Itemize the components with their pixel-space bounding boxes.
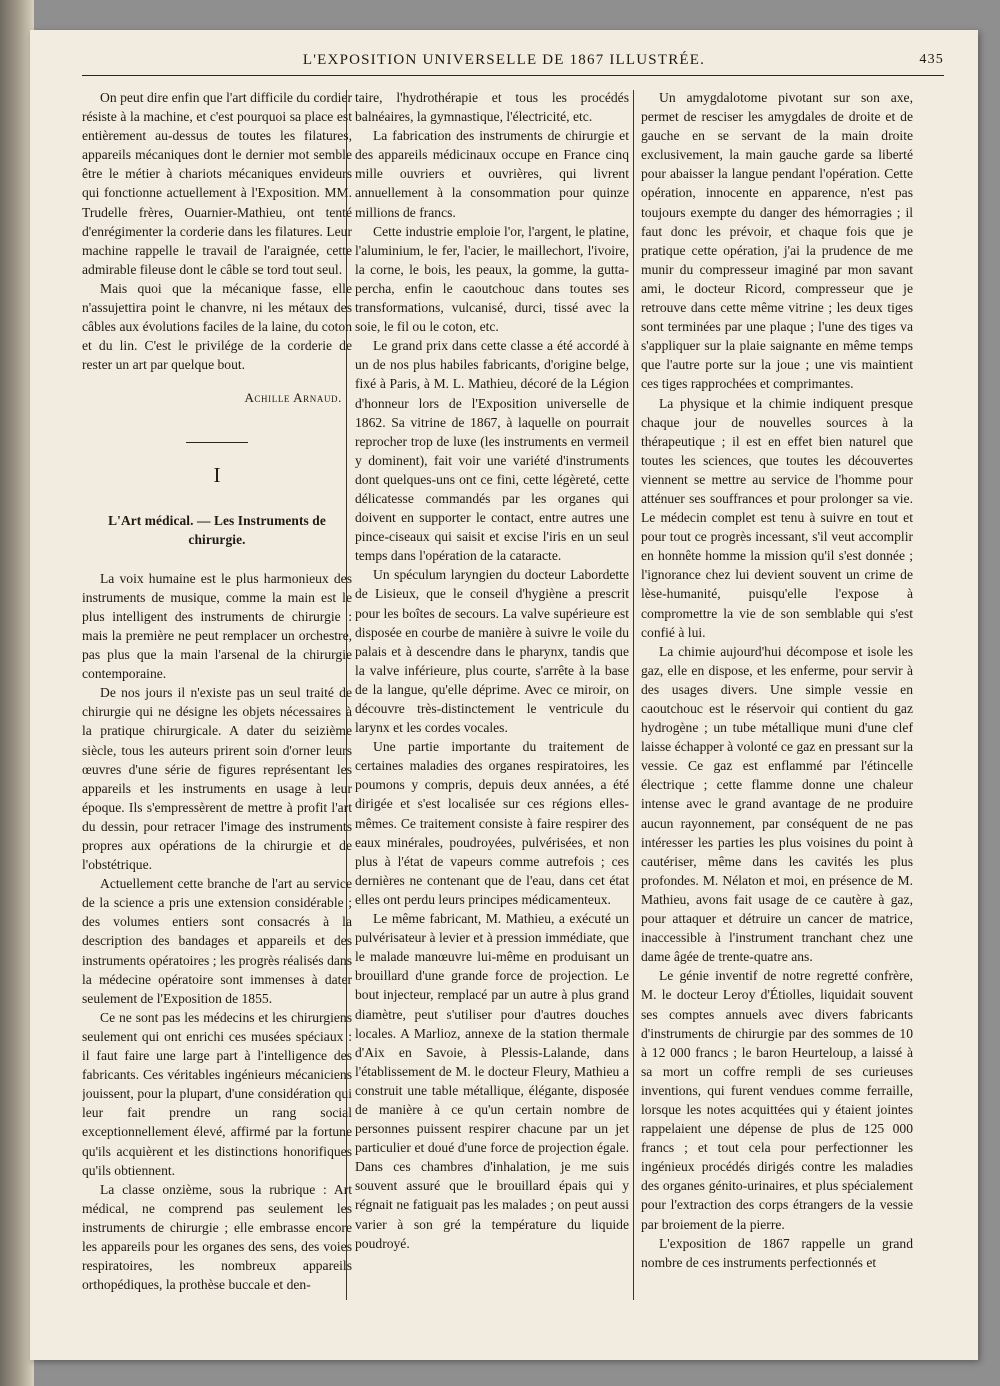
paragraph: Le génie inventif de notre regretté confrère, M. le docteur Leroy d'Étiolles, liquidait souvent ses comptes annuels avec divers fabricants d'instruments de chirurgie par des sommes de 10 à 12 000 francs ; le baron Heurteloup, a laissé à sa mort un coffre rempli de ses curieuses inventions, qui furent vendues comme ferraille, lorsque les notes acquittées qui y étaient jointes rappelaient une dépense de plus de 125 000 francs ; et tout cela pour perfectionner les ingénieux procédés dirigés contre les maladies des organes génito-urinaires, et plus spécialement pour l'extraction des corps étrangers de la vessie par broiement de la pierre. [641,968,913,1232]
paragraph: Actuellement cette branche de l'art au service de la science a pris une extension considérable ; des volumes entiers sont consacrés à la description des bandages et appareils et des instruments opératoires ; les progrès réalisés dans la médecine opératoire sont immenses à dater seulement de l'Exposition de 1855. [82,876,352,1006]
column-2 [355,88,629,1303]
scan-binding-edge [0,0,34,1386]
paragraph: La classe onzième, sous la rubrique : Art médical, ne comprend pas seulement les instruments de chirurgie ; elle embrasse encore les appareils pour les organes des sens, des voies respiratoires, les nombreux appareils orthopédiques, la prothèse buccale et den- [82,1181,352,1293]
running-title: L'EXPOSITION UNIVERSELLE DE 1867 ILLUSTRÉE. [302,52,706,68]
paragraph: Ce ne sont pas les médecins et les chirurgiens seulement qui ont enrichi ces musées spéciaux : il faut faire une large part à l'intelligence des fabricants. Ces véritables ingénieurs mécaniciens jouissent, pour la plupart, d'une considération qui leur fait prendre un rang social exceptionnellement élevé, affirmé par la fortune qu'ils acquièrent et les distinctions honorifiques qu'ils obtiennent. [82,1009,352,1178]
column-1 [82,88,352,1303]
header-rule [82,75,944,76]
newspaper-page [30,30,978,1360]
paragraph: L'exposition de 1867 rappelle un grand nombre de ces instruments perfectionnés et [641,1235,913,1270]
column-3 [641,88,913,1303]
paragraph: Mais quoi que la mécanique fasse, elle n'assujettira point le chanvre, ni les métaux des câbles aux évolutions faciles de la laine, du coton et du lin. C'est le privilége de la corderie de rester un art par quelque bout. [82,280,352,373]
paragraph: La physique et la chimie indiquent presque chaque jour de nouvelles sources à la thérapeutique ; il est en effet bien naturel que toutes les sciences, que toutes les découvertes viennent se mettre au service de l'homme pour atténuer ses souffrances et pour prolonger sa vie. Le médecin complet est tenu à suivre en tout et pour tout ce progrès incessant, s'il veut accomplir en honnête homme la mission qu'il s'est donnée ; l'ignorance chez lui devient souvent un crime de lèse-humanité, puisqu'elle l'expose à compromettre la vie de son semblable qui s'est confié à lui. [641,395,913,640]
section-numeral: I [213,462,221,487]
paragraph: Un amygdalotome pivotant sur son axe, permet de resciser les amygdales de droite et de gauche en se servant de la main droite exclusivement, la main gauche garde sa liberté pour abaisser la langue pendant l'opération. Cette opération, innocente en apparence, n'est pas toujours exempte du danger des hémorragies ; il faut donc les prévoir, et chaque fois que je pratique cette opération, j'ai la prudence de me munir du compresseur imaginé par mon savant ami, le docteur Ricord, compresseur que je retrouve dans cette même vitrine ; les deux tiges sont terminées par une plaque ; l'une des tiges va s'appliquer sur la plaie saignante en même temps que l'autre porte sur la joue ; une vis maintient ces tiges rapprochées et comprimantes. [641,90,913,392]
paragraph: De nos jours il n'existe pas un seul traité de chirurgie qui ne désigne les objets nécessaires à la pratique chirurgicale. A dater du seizième siècle, tous les auteurs prirent soin d'orner leurs œuvres d'une série de figures représentant les appareils et les instruments en usage à leur époque. Ils s'empressèrent de mettre à profit l'art du dessin, pour retracer l'image des instruments propres aux opérations de la chirurgie et de l'obstétrique. [82,685,352,873]
paragraph: La fabrication des instruments de chirurgie et des appareils médicinaux occupe en France cinq mille ouvriers et ouvrières, qui livrent annuellement à la consommation pour quinze millions de francs. [355,128,629,220]
paragraph: La chimie aujourd'hui décompose et isole les gaz, elle en dispose, et les enferme, pour servir à des usages divers. Une simple vessie en caoutchouc est le réservoir qui contient du gaz hydrogène ; un tube métallique muni d'une clef laisse échapper à volonté ce gaz en pressant sur la vessie. Ce gaz est enflammé par l'étincelle électrique ; cette flamme donne une chaleur intense avec le grand avantage de ne produire aucun rayonnement, par conséquent de ne pas intéresser les parties les plus voisines du point à cautériser, même dans les cavités les plus profondes. M. Nélaton et moi, en présence de M. Mathieu, avons fait usage de ce cautère à gaz, pour attaquer et détruire un cancer de matrice, inaccessible à l'instrument tranchant chez une dame âgée de trente-quatre ans. [641,643,913,965]
page-header [30,52,978,74]
paragraph: La voix humaine est le plus harmonieux des instruments de musique, comme la main est le plus intelligent des instruments de chirurgie : mais la première ne peut remplacer un orchestre, pas plus que la main l'arsenal de la chirurgie contemporaine. [82,570,352,682]
page-number: 435 [919,52,944,67]
section-title: L'Art médical. — Les Instruments de chirurgie. [108,512,326,547]
paragraph: taire, l'hydrothérapie et tous les procédés balnéaires, la gymnastique, l'électricité, etc. [355,90,629,125]
column-rule [633,90,634,1300]
paragraph: Cette industrie emploie l'or, l'argent, le platine, l'aluminium, le fer, l'acier, le maillechort, l'ivoire, la corne, le bois, les peaux, la gomme, la gutta-percha, enfin le caoutchouc dans toutes ses transformations, vulcanisé, durci, tissé avec la soie, le fil ou le coton, etc. [355,223,629,335]
paragraph: Un spéculum laryngien du docteur Labordette de Lisieux, que le conseil d'hygiène a prescrit pour les boîtes de secours. La valve supérieure est disposée en courbe de manière à suivre le voile du palais et à descendre dans le pharynx, tandis que la valve inférieure, plus courte, s'arrête à la base de la langue, qu'elle déprime. Avec ce miroir, on découvre très-distinctement le ventricule du larynx et les cordes vocales. [355,567,629,736]
paragraph: Une partie importante du traitement de certaines maladies des organes respiratoires, les poumons y compris, depuis deux années, a été dirigée et s'est localisée sur ces régions elles-mêmes. Ce traitement consiste à faire respirer des eaux minérales, poudroyées, pulvérisées, et non plus à l'état de vapeurs comme autrefois ; ces dernières ne contenant que de l'eau, dans cet état elles ont perdu leurs principes médicamenteux. [355,739,629,907]
paragraph: On peut dire enfin que l'art difficile du cordier résiste à la machine, et c'est pourquoi sa place est entièrement au-dessus de toutes les filatures, appareils mécaniques dont le dernier mot semble être le métier à chariots mécaniques envideurs qui fonctionne actuellement à l'Exposition. MM. Trudelle frères, Ouarnier-Mathieu, ont tenté d'enrégimenter la corderie dans les filatures. Leur machine rappelle le travail de l'araignée, cette admirable fileuse dont le câble se tord tout seul. [82,90,352,277]
section-separator [186,442,248,443]
paragraph: Le même fabricant, M. Mathieu, a exécuté un pulvérisateur à levier et à pression immédiate, que le malade manœuvre lui-même en produisant un brouillard d'une grande force de projection. Le bout injecteur, remplacé par un autre à plus grand diamètre, peut s'utiliser pour d'autres douches locales. A Marlioz, annexe de la station thermale d'Aix en Savoie, à Plessis-Lalande, dans l'établissement de M. le docteur Fleury, Mathieu a construit une table métallique, élégante, disposée de manière à ce qu'un certain nombre de personnes puissent respirer chacune par un jet particulier et doué d'une force de projection égale. Dans ces chambres d'inhalation, je me suis souvent assuré que le brouillard épais qui y régnait ne fatiguait pas les malades ; on peut aussi varier à son gré la température du liquide poudroyé. [355,911,629,1251]
paragraph: Le grand prix dans cette classe a été accordé à un de nos plus habiles fabricants, d'origine belge, fixé à Paris, à M. L. Mathieu, décoré de la Légion d'honneur lors de l'Exposition universelle de 1862. Sa vitrine de 1867, à laquelle on pourrait reprocher trop de luxe (les instruments en vermeil y dominent), fait voir une variété d'instruments dont quelques-uns ont ce fini, cette légèreté, cette délicatesse commandés par les organes qui doivent en supporter le contact, entre autres une pince-ciseaux qui saisit et excise l'iris en un seul temps dans l'opération de la cataracte. [355,338,629,564]
author-signature: Achille Arnaud. [244,390,342,406]
